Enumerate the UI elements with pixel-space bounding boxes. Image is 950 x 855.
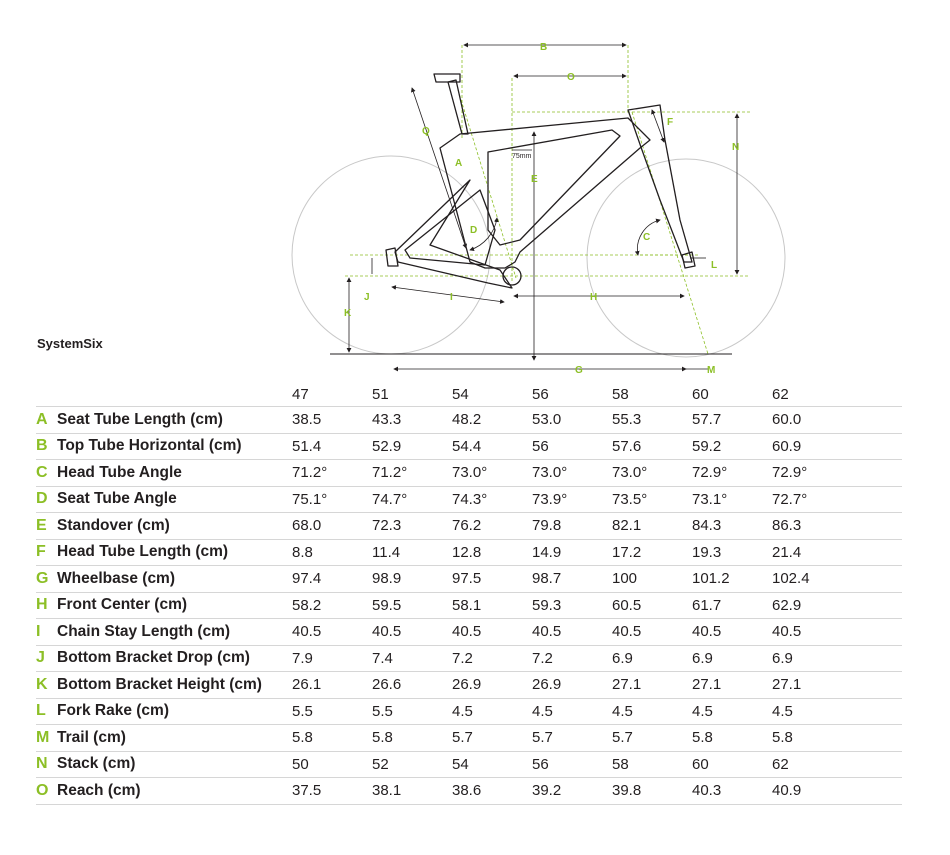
measurement-value: 26.9 <box>452 676 482 694</box>
measurement-value: 40.5 <box>372 623 402 641</box>
measurement-value: 11.4 <box>372 543 401 561</box>
measurement-name: Bottom Bracket Drop (cm) <box>57 649 250 667</box>
measurement-value: 57.6 <box>612 437 642 455</box>
measurement-value: 73.0° <box>452 464 488 482</box>
measurement-value: 97.5 <box>452 570 482 588</box>
measurement-value: 4.5 <box>532 702 553 720</box>
measurement-value: 59.2 <box>692 437 722 455</box>
model-name: SystemSix <box>37 336 103 351</box>
table-row <box>36 459 902 486</box>
measurement-name: Head Tube Length (cm) <box>57 543 229 561</box>
dimension-lines <box>349 45 740 369</box>
measurement-value: 4.5 <box>772 702 793 720</box>
measurement-name: Stack (cm) <box>57 755 136 773</box>
table-row <box>36 645 902 672</box>
size-header: 60 <box>692 385 709 403</box>
measurement-name: Seat Tube Length (cm) <box>57 410 223 428</box>
table-row <box>36 751 902 778</box>
label-q: Q <box>422 126 430 137</box>
measurement-value: 57.7 <box>692 411 722 429</box>
table-row <box>36 618 902 645</box>
measurement-value: 26.6 <box>372 676 402 694</box>
measurement-value: 38.1 <box>372 782 402 800</box>
measurement-value: 26.1 <box>292 676 322 694</box>
measurement-value: 100 <box>612 570 638 588</box>
size-header: 56 <box>532 385 549 403</box>
measurement-letter: M <box>36 728 50 746</box>
measurement-value: 27.1 <box>772 676 802 694</box>
measurement-value: 40.5 <box>452 623 482 641</box>
measurement-value: 51.4 <box>292 437 322 455</box>
table-row <box>36 406 902 433</box>
measurement-name: Head Tube Angle <box>57 463 182 481</box>
measurement-value: 72.9° <box>692 464 728 482</box>
measurement-letter: B <box>36 437 48 455</box>
measurement-value: 17.2 <box>612 543 642 561</box>
label-b: B <box>540 42 548 53</box>
table-row <box>36 592 902 619</box>
label-j: J <box>364 292 370 303</box>
bike-geometry-diagram <box>0 0 950 380</box>
measurement-value: 39.2 <box>532 782 562 800</box>
measurement-value: 73.0° <box>532 464 568 482</box>
measurement-letter: F <box>36 543 46 561</box>
table-row <box>36 698 902 725</box>
measurement-value: 56 <box>532 437 549 455</box>
measurement-name: Reach (cm) <box>57 781 141 799</box>
label-m: M <box>707 365 716 376</box>
measurement-value: 5.7 <box>452 729 473 747</box>
measurement-value: 72.9° <box>772 464 808 482</box>
measurement-value: 12.8 <box>452 543 482 561</box>
measurement-value: 86.3 <box>772 517 802 535</box>
measurement-value: 55.3 <box>612 411 642 429</box>
measurement-letter: L <box>36 702 46 720</box>
table-row <box>36 433 902 460</box>
label-c: C <box>643 232 651 243</box>
measurement-value: 5.5 <box>372 702 393 720</box>
label-n: N <box>732 142 740 153</box>
measurement-value: 74.3° <box>452 490 488 508</box>
measurement-value: 14.9 <box>532 543 562 561</box>
measurement-value: 7.2 <box>532 649 553 667</box>
measurement-name: Seat Tube Angle <box>57 490 177 508</box>
measurement-value: 102.4 <box>772 570 810 588</box>
label-75mm: 75mm <box>512 153 532 160</box>
measurement-name: Standover (cm) <box>57 516 170 534</box>
measurement-letter: C <box>36 463 48 481</box>
measurement-value: 58 <box>612 755 629 773</box>
measurement-value: 50 <box>292 755 309 773</box>
measurement-value: 27.1 <box>612 676 642 694</box>
measurement-letter: E <box>36 516 47 534</box>
measurement-name: Front Center (cm) <box>57 596 188 614</box>
label-i: I <box>450 292 453 303</box>
measurement-value: 84.3 <box>692 517 722 535</box>
measurement-value: 40.5 <box>532 623 562 641</box>
measurement-value: 40.5 <box>612 623 642 641</box>
measurement-value: 52.9 <box>372 437 402 455</box>
label-k: K <box>344 308 352 319</box>
measurement-name: Trail (cm) <box>57 728 126 746</box>
label-f: F <box>667 117 674 128</box>
label-h: H <box>590 292 598 303</box>
measurement-value: 98.7 <box>532 570 562 588</box>
measurement-value: 82.1 <box>612 517 642 535</box>
measurement-value: 37.5 <box>292 782 322 800</box>
measurement-value: 53.0 <box>532 411 562 429</box>
table-row <box>36 565 902 592</box>
label-e: E <box>531 174 538 185</box>
table-row <box>36 539 902 566</box>
measurement-value: 27.1 <box>692 676 722 694</box>
measurement-value: 5.8 <box>292 729 313 747</box>
measurement-value: 60.0 <box>772 411 802 429</box>
measurement-value: 26.9 <box>532 676 562 694</box>
measurement-value: 75.1° <box>292 490 328 508</box>
measurement-value: 38.6 <box>452 782 482 800</box>
measurement-value: 7.4 <box>372 649 393 667</box>
measurement-value: 40.3 <box>692 782 722 800</box>
measurement-letter: N <box>36 755 48 773</box>
measurement-letter: H <box>36 596 48 614</box>
measurement-letter: J <box>36 649 45 667</box>
size-header: 58 <box>612 385 629 403</box>
measurement-value: 5.8 <box>692 729 713 747</box>
front-wheel <box>587 159 785 357</box>
table-row <box>36 486 902 513</box>
measurement-value: 48.2 <box>452 411 482 429</box>
measurement-value: 43.3 <box>372 411 402 429</box>
measurement-value: 61.7 <box>692 596 722 614</box>
label-l: L <box>711 260 718 271</box>
measurement-value: 54 <box>452 755 469 773</box>
measurement-value: 72.7° <box>772 490 808 508</box>
measurement-name: Fork Rake (cm) <box>57 702 169 720</box>
measurement-letter: O <box>36 781 49 799</box>
measurement-value: 5.8 <box>772 729 793 747</box>
size-header-row <box>36 382 902 406</box>
measurement-value: 40.5 <box>292 623 322 641</box>
measurement-value: 73.0° <box>612 464 648 482</box>
measurement-value: 7.9 <box>292 649 313 667</box>
measurement-value: 76.2 <box>452 517 482 535</box>
measurement-value: 58.2 <box>292 596 322 614</box>
size-header: 62 <box>772 385 789 403</box>
measurement-value: 4.5 <box>612 702 633 720</box>
measurement-value: 73.5° <box>612 490 648 508</box>
measurement-value: 38.5 <box>292 411 322 429</box>
measurement-value: 40.9 <box>772 782 802 800</box>
measurement-value: 58.1 <box>452 596 482 614</box>
measurement-value: 21.4 <box>772 543 802 561</box>
size-header: 54 <box>452 385 469 403</box>
table-row <box>36 724 902 751</box>
measurement-letter: G <box>36 569 49 587</box>
measurement-value: 6.9 <box>612 649 633 667</box>
measurement-value: 5.7 <box>612 729 633 747</box>
measurement-name: Wheelbase (cm) <box>57 569 176 587</box>
table-row <box>36 671 902 698</box>
size-header: 47 <box>292 385 309 403</box>
measurement-value: 5.8 <box>372 729 393 747</box>
measurement-letter: I <box>36 622 41 640</box>
measurement-value: 62.9 <box>772 596 802 614</box>
table-row <box>36 512 902 539</box>
measurement-value: 40.5 <box>772 623 802 641</box>
label-g: G <box>575 365 583 376</box>
measurement-value: 98.9 <box>372 570 402 588</box>
geometry-table <box>36 382 902 805</box>
measurement-value: 39.8 <box>612 782 642 800</box>
measurement-name: Top Tube Horizontal (cm) <box>57 437 242 455</box>
measurement-value: 56 <box>532 755 549 773</box>
measurement-value: 60.5 <box>612 596 642 614</box>
measurement-value: 19.3 <box>692 543 722 561</box>
measurement-value: 97.4 <box>292 570 322 588</box>
measurement-value: 8.8 <box>292 543 313 561</box>
size-header: 51 <box>372 385 389 403</box>
measurement-value: 60 <box>692 755 709 773</box>
measurement-value: 101.2 <box>692 570 730 588</box>
measurement-letter: A <box>36 410 48 428</box>
measurement-value: 52 <box>372 755 389 773</box>
label-a: A <box>455 158 463 169</box>
measurement-value: 59.5 <box>372 596 402 614</box>
table-row <box>36 777 902 805</box>
measurement-value: 6.9 <box>772 649 793 667</box>
label-d: D <box>470 225 478 236</box>
measurement-letter: K <box>36 675 48 693</box>
measurement-value: 5.5 <box>292 702 313 720</box>
measurement-name: Chain Stay Length (cm) <box>57 622 231 640</box>
measurement-value: 6.9 <box>692 649 713 667</box>
bike-frame <box>386 74 695 288</box>
measurement-value: 4.5 <box>692 702 713 720</box>
label-o: O <box>567 72 575 83</box>
measurement-value: 60.9 <box>772 437 802 455</box>
construction-lines <box>345 45 750 354</box>
measurement-value: 59.3 <box>532 596 562 614</box>
measurement-value: 72.3 <box>372 517 402 535</box>
measurement-value: 68.0 <box>292 517 322 535</box>
measurement-value: 40.5 <box>692 623 722 641</box>
measurement-value: 73.9° <box>532 490 568 508</box>
measurement-value: 73.1° <box>692 490 728 508</box>
measurement-value: 74.7° <box>372 490 408 508</box>
measurement-value: 71.2° <box>292 464 328 482</box>
measurement-value: 4.5 <box>452 702 473 720</box>
measurement-value: 7.2 <box>452 649 473 667</box>
measurement-value: 79.8 <box>532 517 562 535</box>
measurement-letter: D <box>36 490 48 508</box>
measurement-value: 5.7 <box>532 729 553 747</box>
measurement-value: 62 <box>772 755 789 773</box>
measurement-value: 71.2° <box>372 464 408 482</box>
measurement-name: Bottom Bracket Height (cm) <box>57 675 262 693</box>
measurement-value: 54.4 <box>452 437 482 455</box>
